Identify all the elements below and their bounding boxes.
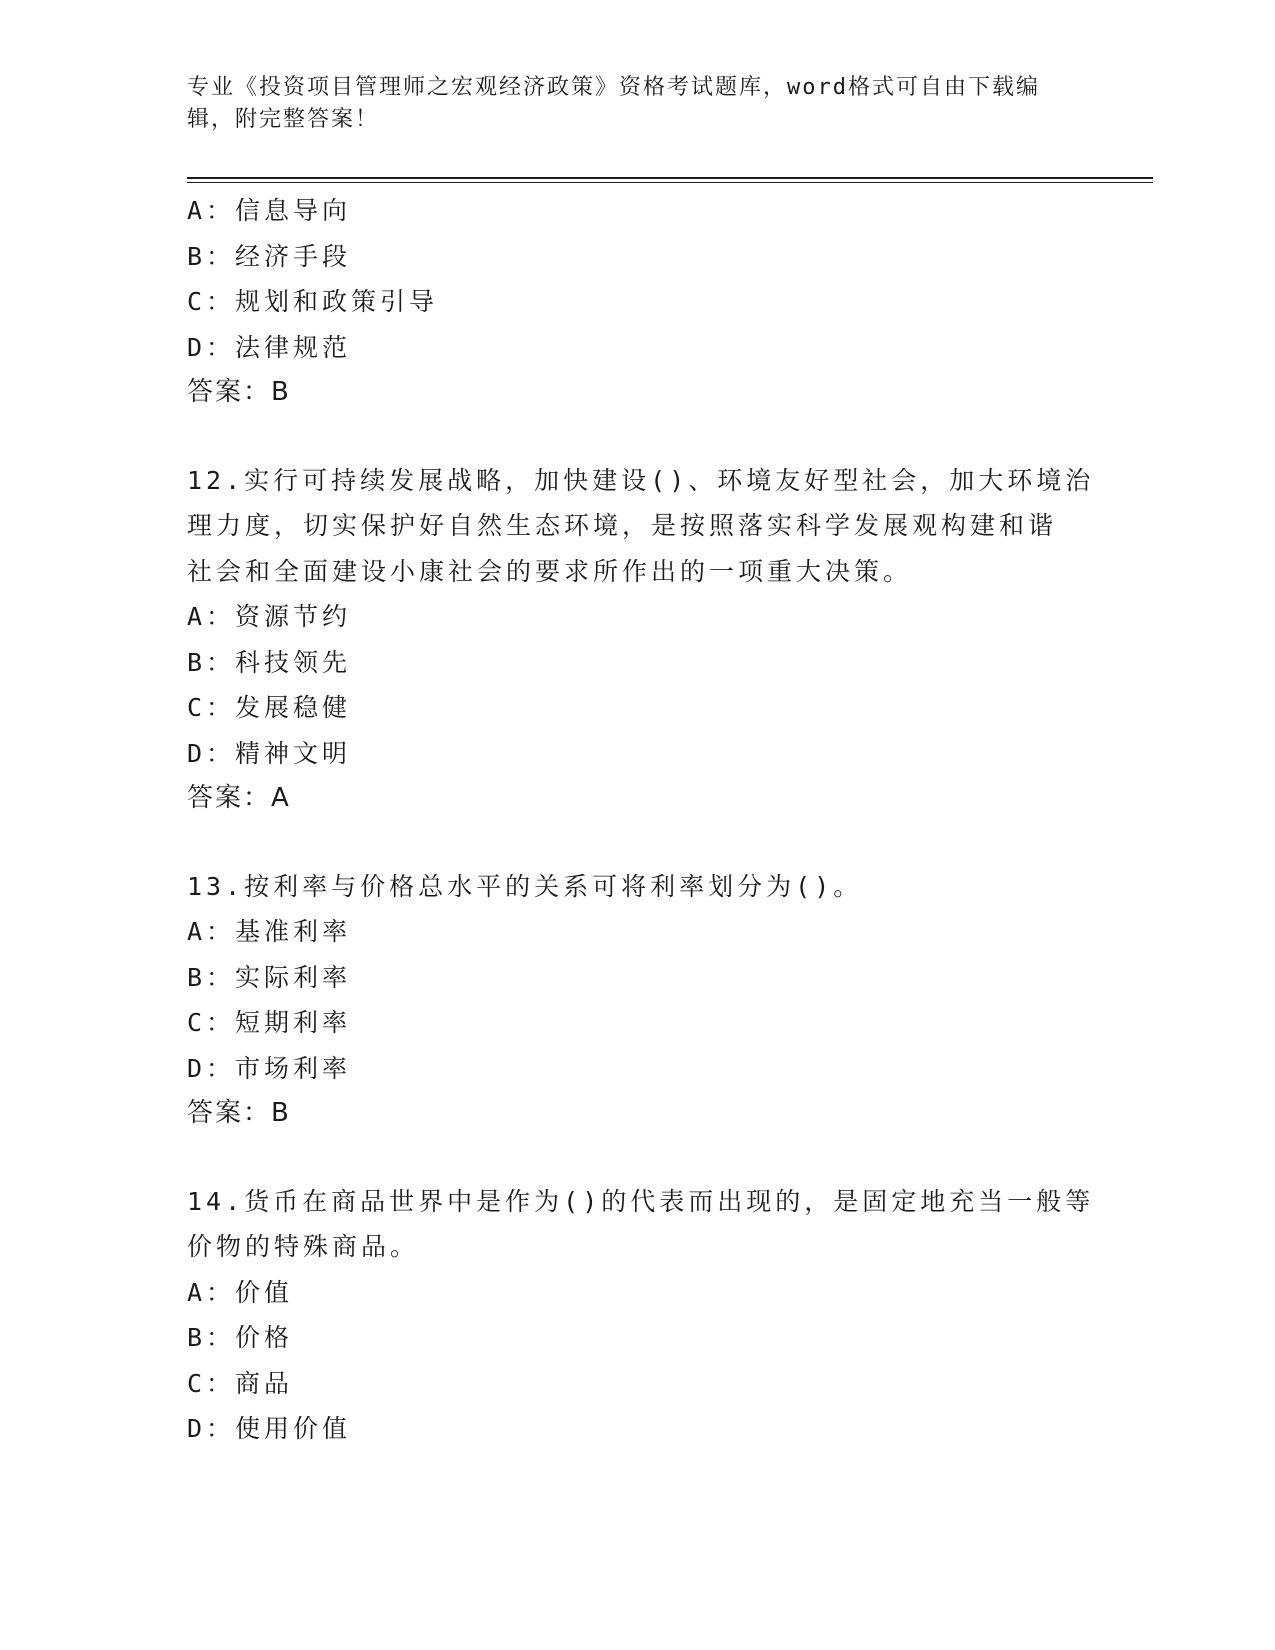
question-stem-line: 14.货币在商品世界中是作为()的代表而出现的，是固定地充当一般等 [187,1186,1095,1216]
header-line-2: 辑，附完整答案！ [187,107,380,132]
option-d: D：法律规范 [187,332,352,362]
option-d: D：精神文明 [187,738,352,768]
option-d: D：使用价值 [187,1414,352,1443]
option-a: A：基准利率 [187,917,352,946]
question-stem-line: 12.实行可持续发展战略，加快建设()、环境友好型社会，加大环境治 [187,465,1095,495]
option-c: C：短期利率 [187,1008,352,1037]
option-a: A：价值 [187,1277,294,1307]
header-line-1: 专业《投资项目管理师之宏观经济政策》资格考试题库，word格式可自由下载编 [187,75,1040,100]
option-c: C：发展稳健 [187,693,352,722]
answer: 答案：B [187,1098,291,1128]
option-b: B：实际利率 [187,962,352,992]
option-d: D：市场利率 [187,1053,352,1083]
question-stem-line: 价物的特殊商品。 [187,1232,420,1261]
header-divider-thick [187,177,1153,179]
question-stem-line: 13.按利率与价格总水平的关系可将利率划分为()。 [187,871,863,901]
answer: 答案：A [187,783,291,813]
option-b: B：价格 [187,1323,294,1352]
answer: 答案：B [187,377,291,407]
option-c: C：规划和政策引导 [187,287,439,316]
option-a: A：信息导向 [187,196,352,225]
option-c: C：商品 [187,1368,294,1398]
question-stem-line: 理力度，切实保护好自然生态环境，是按照落实科学发展观构建和谐 [187,511,1058,540]
option-b: B：科技领先 [187,647,352,677]
document-header [187,72,1087,136]
question-11 [187,188,1087,416]
question-13 [187,864,1087,1137]
header-divider-thin [187,182,1153,183]
option-b: B：经济手段 [187,241,352,271]
question-14 [187,1179,1095,1452]
question-stem-line: 社会和全面建设小康社会的要求所作出的一项重大决策。 [187,556,913,586]
option-a: A：资源节约 [187,602,352,631]
question-12 [187,458,1095,822]
question-list [187,188,1095,1452]
